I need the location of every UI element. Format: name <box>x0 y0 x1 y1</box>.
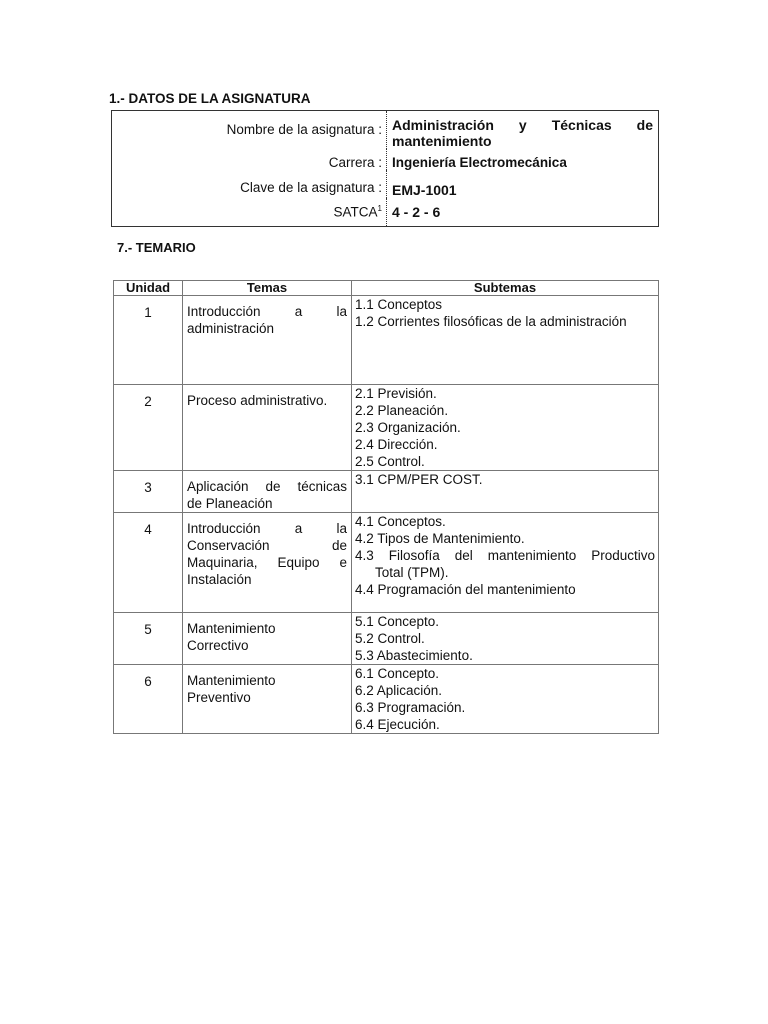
subtemas-cell: 4.1 Conceptos. 4.2 Tipos de Mantenimiento. 4.3 Filosofía del mantenimiento Productivo Total (TPM). 4.4 Programación del mantenimiento <box>352 513 659 613</box>
section-7-title: 7.- TEMARIO <box>117 240 196 255</box>
unidad-cell: 1 <box>114 296 183 385</box>
column-header: Temas <box>183 281 352 296</box>
datos-row <box>112 170 659 198</box>
tema-cell: Introducción a la Conservación de Maquinaria, Equipo e Instalación <box>183 513 352 613</box>
unidad-cell: 5 <box>114 613 183 665</box>
subtemas-cell: 2.1 Previsión. 2.2 Planeación. 2.3 Organización. 2.4 Dirección. 2.5 Control. <box>352 385 659 471</box>
field-value: Ingeniería Electromecánica <box>392 155 567 170</box>
unidad-cell: 2 <box>114 385 183 471</box>
table-row <box>114 296 659 385</box>
tema-cell: Aplicación de técnicas de Planeación <box>183 471 352 513</box>
tema-cell: Introducción a la administración <box>183 296 352 385</box>
tema-cell: Mantenimiento Preventivo <box>183 665 352 734</box>
datos-row <box>112 149 659 170</box>
field-value: EMJ-1001 <box>392 182 457 198</box>
datos-row <box>112 198 659 227</box>
column-header: Subtemas <box>352 281 659 296</box>
table-row <box>114 471 659 513</box>
table-row <box>114 385 659 471</box>
field-label: SATCA$^1$ <box>112 198 387 227</box>
table-row <box>114 665 659 734</box>
field-value-line: Administración y Técnicas de <box>392 117 653 133</box>
subtemas-cell: 3.1 CPM/PER COST. <box>352 471 659 513</box>
field-value-line: mantenimiento <box>392 133 492 149</box>
datos-row <box>112 111 659 150</box>
field-label: Nombre de la asignatura : <box>112 111 387 150</box>
column-header: Unidad <box>114 281 183 296</box>
field-value <box>387 111 659 150</box>
subtemas-cell: 1.1 Conceptos 1.2 Corrientes filosóficas de la administración <box>352 296 659 385</box>
field-value: 4 - 2 - 6 <box>392 204 441 220</box>
subtemas-cell: 5.1 Concepto. 5.2 Control. 5.3 Abastecimiento. <box>352 613 659 665</box>
tema-cell: Proceso administrativo. <box>183 385 352 471</box>
tema-cell: Mantenimiento Correctivo <box>183 613 352 665</box>
field-label: Carrera : <box>112 149 387 170</box>
unidad-cell: 6 <box>114 665 183 734</box>
datos-asignatura-table <box>111 110 659 227</box>
temario-table <box>113 280 659 734</box>
section-1-title: 1.- DATOS DE LA ASIGNATURA <box>109 91 311 106</box>
subtemas-cell: 6.1 Concepto. 6.2 Aplicación. 6.3 Programación. 6.4 Ejecución. <box>352 665 659 734</box>
unidad-cell: 3 <box>114 471 183 513</box>
unidad-cell: 4 <box>114 513 183 613</box>
table-row <box>114 513 659 613</box>
table-row <box>114 613 659 665</box>
table-header-row <box>114 281 659 296</box>
field-label: Clave de la asignatura : <box>112 170 387 198</box>
